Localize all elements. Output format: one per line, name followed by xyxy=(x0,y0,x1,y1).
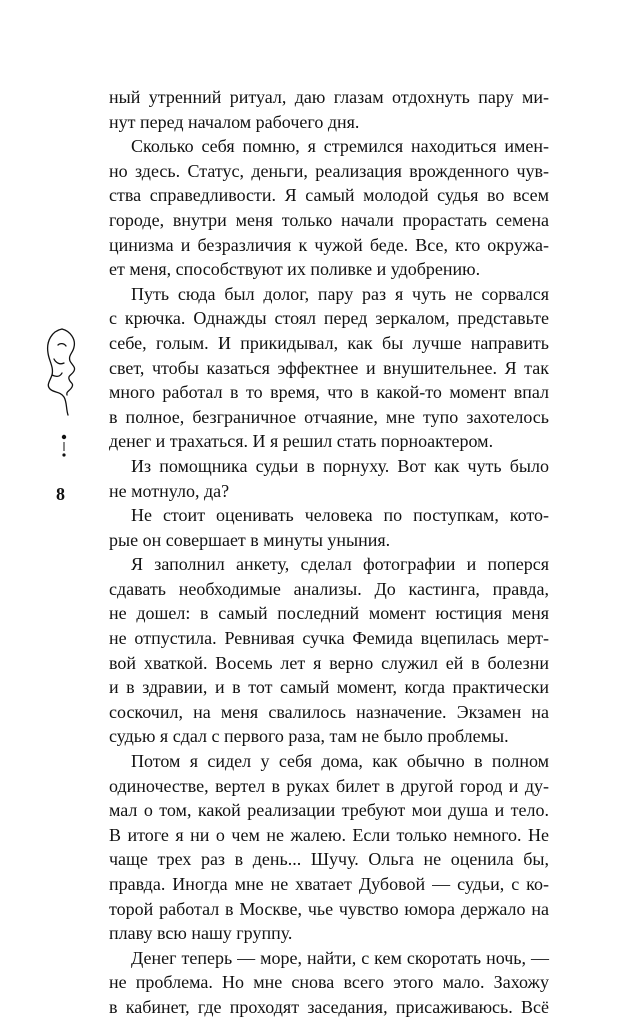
text-line: не мотнуло, да? xyxy=(109,480,230,501)
text-line: соскочил, на меня свалилось назначение. Экзамен на xyxy=(109,701,549,722)
text-line: денег и трахаться. И я решил стать порноактером. xyxy=(109,431,494,452)
text-line: много работал в то время, что в какой-то момент впал xyxy=(109,382,549,403)
text-line: в полное, безграничное отчаяние, мне тупо захотелось xyxy=(109,406,549,427)
text-line: Я заполнил анкету, сделал фотографии и поперся xyxy=(131,554,549,575)
text-line: правда. Иногда мне не хватает Дубовой — судьи, с ко- xyxy=(109,874,549,894)
text-line: и в здравии, и в тот самый момент, когда практически xyxy=(109,677,549,698)
text-line: ет меня, способствуют их поливке и удобрению. xyxy=(109,259,481,280)
text-line: рые он совершает в минуты уныния. xyxy=(109,529,391,550)
text-line: свет, чтобы казаться эффектнее и внушительнее. Я так xyxy=(109,357,549,378)
text-line: цинизма и безразличия к чужой беде. Все, кто окружа- xyxy=(109,234,549,255)
ornament-dot-upper xyxy=(62,435,66,439)
text-line: не проблема. Но мне снова всего этого мало. Захожу xyxy=(109,972,549,993)
page-number: 8 xyxy=(56,484,65,504)
text-line: Денег теперь — море, найти, с кем скоротать ночь, — xyxy=(131,947,549,968)
text-line: мал о том, какой реализации требуют мои душа и тело. xyxy=(109,800,549,821)
text-line: судью я сдал с первого раза, там не было проблемы. xyxy=(109,726,509,747)
text-line: Не стоит оценивать человека по поступкам, кото- xyxy=(131,505,549,526)
text-line: нут перед началом рабочего дня. xyxy=(109,111,360,132)
text-line: Потом я сидел у себя дома, как обычно в полном xyxy=(131,751,549,772)
text-line: одиночестве, вертел в руках билет в другой город и ду- xyxy=(109,775,549,796)
ornament-dot-lower xyxy=(62,453,65,456)
text-line: не отпустила. Ревнивая сучка Фемида вцепилась мерт- xyxy=(109,628,549,649)
page-body-text xyxy=(109,85,549,1020)
text-line: сдавать необходимые анализы. До кастинга, правда, xyxy=(109,578,549,599)
face-profile-sketch-icon xyxy=(40,325,84,465)
text-line: В итоге я ни о чем не жалею. Если только немного. Не xyxy=(109,824,549,845)
text-line: вой хваткой. Восемь лет я верно служил ей в болезни xyxy=(109,652,549,673)
text-line: Из помощника судьи в порнуху. Вот как чуть было xyxy=(131,455,549,476)
text-line: Путь сюда был долог, пару раз я чуть не сорвался xyxy=(131,283,549,304)
text-line: чаще трех раз в день... Шучу. Ольга не оценила бы, xyxy=(109,849,549,870)
text-line: торой работал в Москве, чье чувство юмора держало на xyxy=(109,898,549,919)
text-line: в кабинет, где проходят заседания, присаживаюсь. Всё xyxy=(109,996,549,1017)
text-line: ный утренний ритуал, даю глазам отдохнуть пару ми- xyxy=(109,87,549,107)
text-line: плаву всю нашу группу. xyxy=(109,923,293,944)
text-line: Сколько себя помню, я стремился находиться имен- xyxy=(131,136,549,157)
text-line: себе, голым. И прикидывал, как бы лучше направить xyxy=(109,332,549,353)
text-line: с крючка. Однажды стоял перед зеркалом, представьте xyxy=(109,308,549,329)
text-line: городе, внутри меня только начали прорастать семена xyxy=(109,209,549,230)
text-line: ства справедливости. Я самый молодой судья во всем xyxy=(109,185,549,206)
text-line: не дошел: в самый последний момент юстиция меня xyxy=(109,603,549,624)
text-line: но здесь. Статус, деньги, реализация врожденного чув- xyxy=(109,160,549,181)
